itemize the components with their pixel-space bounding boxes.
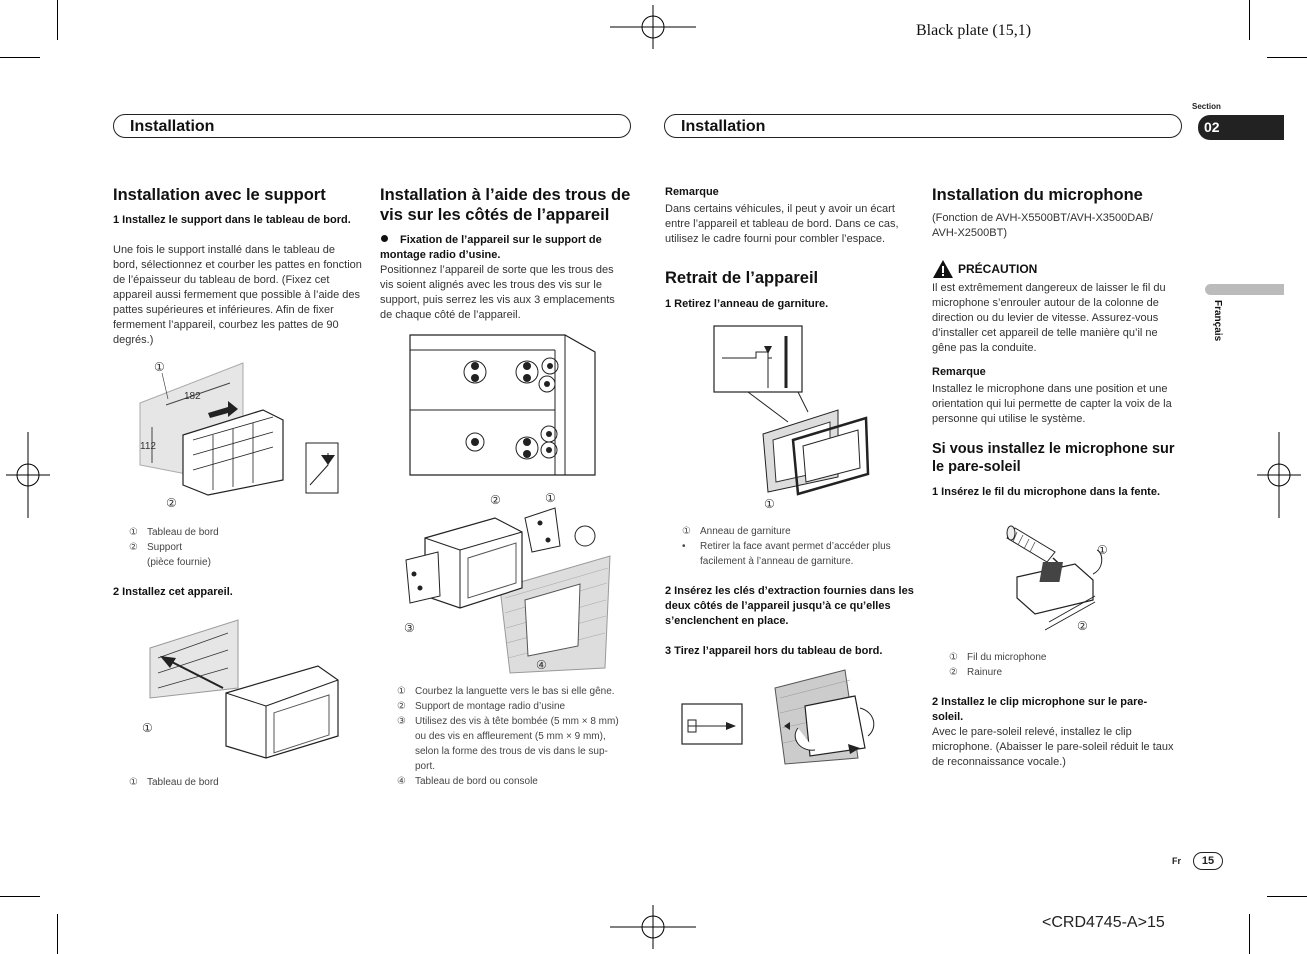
header-left: Installation (113, 114, 631, 138)
tab-detail-inset (306, 443, 338, 493)
registration-mark (610, 5, 696, 49)
support-installation-figure (138, 355, 348, 510)
caption-row: ② Rainure (949, 667, 1003, 678)
footer-language: Fr (1172, 856, 1181, 866)
caption-row: ③ Utilisez des vis à tête bombée (5 mm × 8 mm) (397, 716, 619, 727)
callout-1: ① (142, 721, 153, 735)
col2-captions (397, 684, 619, 789)
registration-mark (6, 432, 50, 518)
crop-mark (1267, 57, 1307, 58)
col1-fig2-captions (129, 775, 219, 790)
caption-row: ① Anneau de garniture (682, 526, 791, 537)
caption-row: selon la forme des trous de vis dans le sup- (415, 746, 608, 757)
col1-step1: 1 Installez le support dans le tableau de bord. (113, 214, 351, 226)
language-tab: Français (1212, 300, 1223, 342)
warning-icon (932, 259, 954, 279)
col4-step2: 2 Installez le clip microphone sur le pare-soleil. (932, 696, 1148, 723)
col4-note-body: Installez le microphone dans une position et une orientation qui lui permette de capter la voix de la personne qui utilise le système. (932, 383, 1172, 425)
page-number: 15 (1193, 852, 1223, 870)
callout-2: ② (1077, 619, 1088, 633)
document-code: <CRD4745-A>15 (1042, 914, 1165, 931)
caption-row: • Retirer la face avant permet d’accéder plus (682, 541, 891, 552)
col1-body1: Une fois le support installé dans le tableau de bord, sélectionnez et courber les pattes en fonction de l’épaisseur du tableau de bord. (Fixez cet appareil aussi fermement que possible à l’aide des pattes supérieures et inférieures. Afin de fixer fermement l’appareil, courbez les pattes de 90 degrés.) (113, 244, 362, 346)
caption-row: ② Support (129, 542, 183, 553)
detail-inset (714, 326, 802, 392)
trim-ring-figure (708, 322, 878, 512)
crop-mark (0, 896, 40, 897)
callout-3: ③ (404, 621, 415, 635)
col4-subtitle: (Fonction de AVH-X5500BT/AVH-X3500DAB/ AVH-X2500BT) (932, 212, 1153, 239)
dimension-height-label: 112 (140, 441, 156, 452)
col4-step1: 1 Insérez le fil du microphone dans la fente. (932, 486, 1160, 498)
callout-1: ① (545, 491, 556, 505)
caption-row: (pièce fournie) (147, 557, 211, 568)
callout-4: ④ (536, 658, 547, 672)
tab-detail-circle (575, 526, 595, 546)
caption-row: ① Fil du microphone (949, 652, 1047, 663)
callout-1: ① (154, 360, 165, 374)
caption-row: ① Tableau de bord (129, 527, 219, 538)
crop-mark (57, 0, 58, 40)
crop-mark (57, 914, 58, 954)
col1-title: Installation avec le support (113, 186, 326, 204)
removal-figure (680, 668, 885, 768)
caution-heading: PRÉCAUTION (932, 259, 1037, 279)
col2-bullet: Fixation de l’appareil sur le support de montage radio d’usine. (380, 234, 602, 261)
callout-2: ② (490, 493, 501, 507)
col3-note-body: Dans certains véhicules, il peut y avoir un écart entre l’appareil et tableau de bord. Dans ce cas, utilisez le cadre fourni pour combler l’espace. (665, 203, 899, 245)
caption-row: ① Tableau de bord (129, 777, 219, 788)
col4-note-title: Remarque (932, 366, 986, 378)
unit-insertion-figure (138, 618, 348, 763)
microphone-clip-figure (1005, 522, 1125, 637)
header-right: Installation (664, 114, 1182, 138)
col4-title: Installation du microphone (932, 186, 1143, 204)
dimension-width-label: 182 (184, 391, 201, 402)
col4-caution-body: Il est extrêmement dangereux de laisser le fil du microphone s’enrouler autour de la colonne de direction ou du levier de vitesse. Assurez-vous d’installer cet appareil de telle manière qu’il ne gêne pas la conduite. (932, 282, 1166, 354)
crop-mark (0, 57, 40, 58)
col3-step2: 2 Insérez les clés d’extraction fournies dans les deux côtés de l’appareil jusqu’à ce qu’elles s’enclenchent en place. (665, 585, 914, 627)
side-bracket (406, 552, 440, 603)
col3-step3: 3 Tirez l’appareil hors du tableau de bord. (665, 645, 883, 657)
col1-fig1-captions (129, 525, 219, 570)
col4-captions (949, 650, 1046, 680)
crop-mark (1249, 914, 1250, 954)
crop-mark (1267, 896, 1307, 897)
callout-1: ① (1097, 543, 1108, 557)
clip-block (1039, 562, 1063, 582)
section-number: 02 (1204, 119, 1220, 135)
key-detail-inset (682, 704, 742, 744)
screw-mount-figure (400, 488, 615, 673)
col2-title: Installation à l’aide des trous de vis sur les côtés de l’appareil (380, 186, 631, 224)
caption-row: ④ Tableau de bord ou console (397, 776, 538, 787)
col3-note-title: Remarque (665, 186, 719, 198)
section-label: Section (1192, 102, 1221, 111)
col4-subtitle-sunvisor: Si vous installez le microphone sur le pare-soleil (932, 441, 1175, 475)
col3-step1: 1 Retirez l’anneau de garniture. (665, 298, 829, 310)
caption-row: port. (415, 761, 436, 772)
col1-step2: 2 Installez cet appareil. (113, 586, 233, 598)
head-unit (226, 666, 338, 758)
registration-mark (1257, 432, 1301, 518)
crop-mark (1249, 0, 1250, 40)
col3-title: Retrait de l’appareil (665, 269, 819, 287)
col4-body2: Avec le pare-soleil relevé, installez le clip microphone. (Abaisser le pare-soleil réduit le taux de reconnaissance vocale.) (932, 726, 1174, 768)
plate-label: Black plate (15,1) (916, 22, 1032, 39)
side-bracket (525, 508, 560, 552)
caption-row: facilement à l’anneau de garniture. (700, 556, 854, 567)
caption-row: ou des vis en affleurement (5 mm × 9 mm), (415, 731, 606, 742)
callout-2: ② (166, 496, 177, 510)
caption-row: ② Support de montage radio d’usine (397, 701, 566, 712)
factory-bracket-figure (405, 330, 600, 477)
language-tab-bar (1205, 284, 1284, 295)
col2-body: Positionnez l’appareil de sorte que les trous des vis soient alignés avec les trous des vis sur le support, puis serrez les vis aux 3 emplacements de chaque côté de l’appareil. (380, 264, 615, 321)
callout-1: ① (764, 497, 775, 511)
col3-captions (682, 524, 891, 569)
caption-row: ① Courbez la languette vers le bas si elle gêne. (397, 686, 615, 697)
registration-mark (610, 905, 696, 949)
